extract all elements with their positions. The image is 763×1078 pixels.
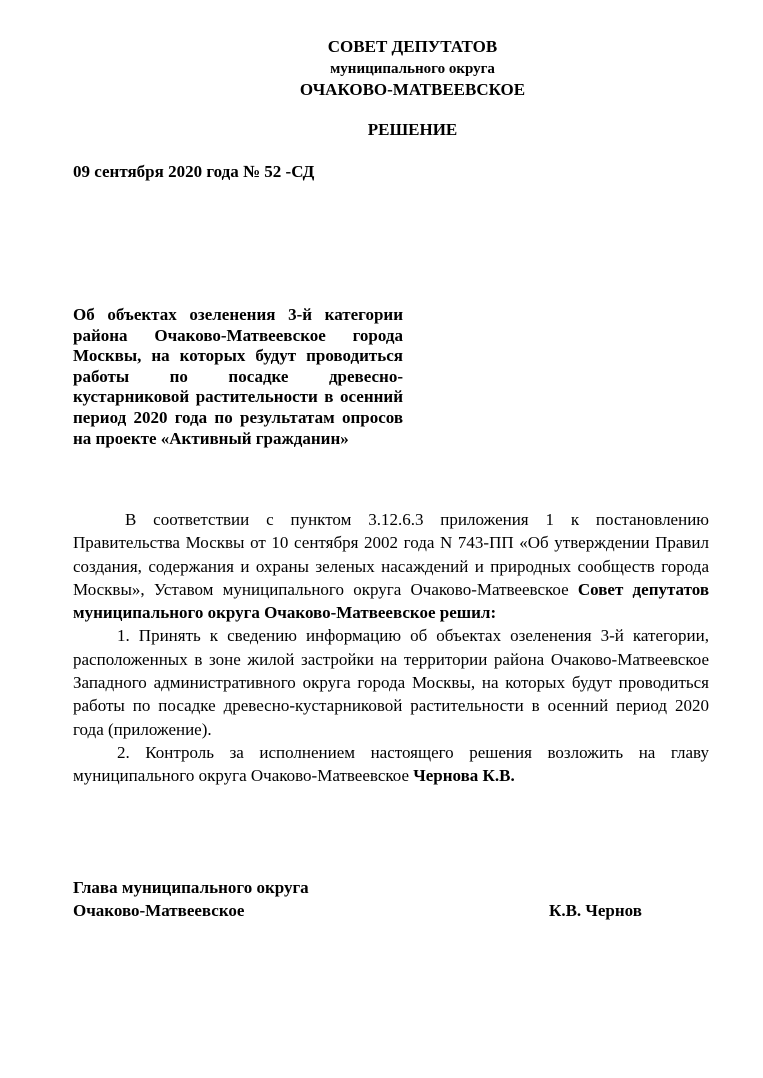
- signatory-title-line-2: Очаково-Матвеевское: [73, 901, 245, 920]
- item-text: 1. Принять к сведению информацию об объектах озеленения 3-й категории, расположенных в зоне жилой застройки на территории района Очаково-Матвеевское Западного административного округа города Москвы, на которых будут проводиться работы по посадке древесно-кустарниковой растительности в осенний период 2020 года (приложение).: [73, 626, 709, 739]
- preamble-text: В соответствии с пунктом 3.12.6.3 приложения 1 к постановлению Правительства Москвы от 10 сентября 2002 года N 743-ПП «Об утверждении Правил создания, содержания и охраны зеленых насаждений и природных сообществ города Москвы», Уставом муниципального округа Очаково-Матвеевское: [73, 510, 709, 599]
- item-responsible-person: Чернова К.В.: [413, 766, 515, 786]
- signatory-name: К.В. Чернов: [549, 901, 642, 920]
- preamble-resolution: Совет депутатов муниципального округа Очаково-Матвеевское решил:: [73, 579, 709, 623]
- decision-item-1: [73, 624, 709, 740]
- date-and-number: 09 сентября 2020 года № 52 -СД: [73, 162, 315, 181]
- council-heading: СОВЕТ ДЕПУТАТОВ: [327, 37, 498, 56]
- decision-body: [73, 508, 709, 788]
- district-line: муниципального округа: [330, 61, 495, 77]
- item-text: 2. Контроль за исполнением настоящего решения возложить на главу муниципального округа Очаково-Матвеевское: [73, 742, 709, 786]
- decision-item-2: [73, 741, 709, 788]
- district-name: ОЧАКОВО-МАТВЕЕВСКОЕ: [299, 80, 526, 99]
- preamble-paragraph: [73, 508, 709, 624]
- document-type: РЕШЕНИЕ: [367, 120, 458, 139]
- signatory-title-line-1: Глава муниципального округа: [73, 878, 309, 897]
- signatory-title: [73, 876, 309, 922]
- decision-subject: Об объектах озеленения 3-й категории района Очаково-Матвеевское города Москвы, на которых будут проводиться работы по посадке древесно-кустарниковой растительности в осенний период 2020 года по результатам опросов на проекте «Активный гражданин»: [73, 305, 403, 448]
